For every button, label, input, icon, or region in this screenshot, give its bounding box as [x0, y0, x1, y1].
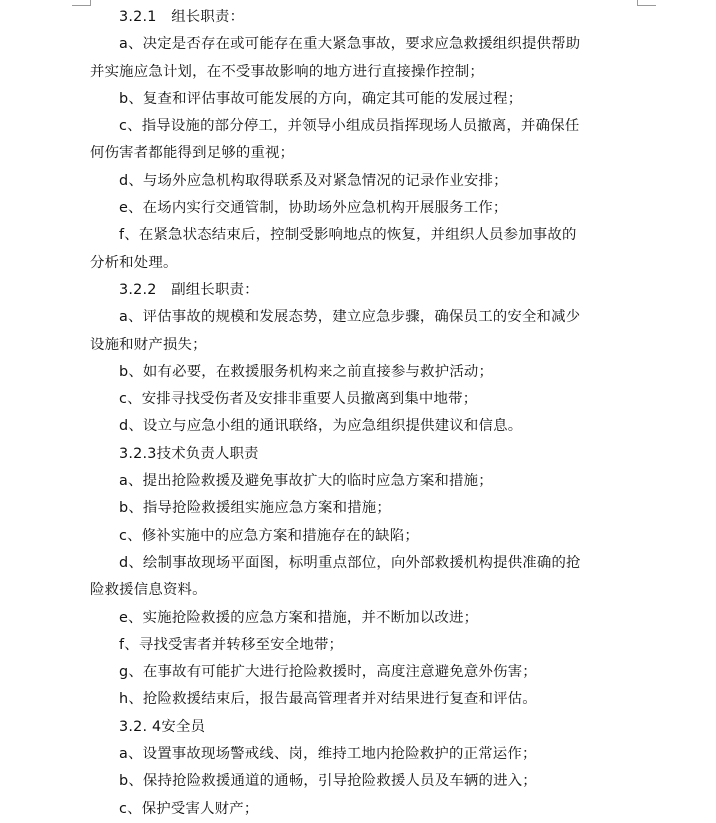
document-body: [90, 4, 636, 823]
document-line: 3.2.2 副组长职责：: [119, 281, 259, 298]
document-line: 并实施应急计划，在不受事故影响的地方进行直接操作控制；: [90, 63, 484, 80]
document-line: e、在场内实行交通管制，协助场外应急机构开展服务工作；: [119, 200, 508, 217]
document-line: d、与场外应急机构取得联系及对紧急情况的记录作业安排；: [119, 172, 508, 189]
document-line: b、复查和评估事故可能发展的方向，确定其可能的发展过程；: [119, 90, 523, 107]
document-line: a、设置事故现场警戒线、岗，维持工地内抢险救护的正常运作；: [119, 746, 537, 763]
document-line: a、评估事故的规模和发展态势，建立应急步骤，确保员工的安全和减少: [119, 309, 581, 326]
document-line: 险救援信息资料。: [90, 582, 207, 599]
document-line: d、绘制事故现场平面图，标明重点部位，向外部救援机构提供准确的抢: [119, 554, 581, 571]
document-line: b、保持抢险救援通道的通畅，引导抢险救援人员及车辆的进入；: [119, 773, 537, 790]
document-line: b、如有必要，在救援服务机构来之前直接参与救护活动；: [119, 363, 494, 380]
document-line: g、在事故有可能扩大进行抢险救援时，高度注意避免意外伤害；: [119, 664, 537, 681]
document-line: 设施和财产损失；: [90, 336, 207, 353]
document-line: h、抢险救援结束后，报告最高管理者并对结果进行复查和评估。: [119, 691, 537, 708]
document-line: 分析和处理。: [90, 254, 178, 271]
document-line: f、寻找受害者并转移至安全地带；: [119, 636, 344, 653]
document-line: c、指导设施的部分停工，并领导小组成员指挥现场人员撤离，并确保任: [119, 118, 580, 135]
document-line: c、保护受害人财产；: [119, 800, 259, 817]
document-line: a、提出抢险救援及避免事故扩大的临时应急方案和措施；: [119, 473, 493, 490]
document-line: 何伤害者都能得到足够的重视；: [90, 145, 295, 162]
document-line: f、在紧急状态结束后，控制受影响地点的恢复，并组织人员参加事故的: [119, 227, 577, 244]
document-line: c、安排寻找受伤者及安排非重要人员撤离到集中地带；: [119, 391, 478, 408]
document-line: d、设立与应急小组的通讯联络，为应急组织提供建议和信息。: [119, 418, 523, 435]
document-line: 3.2.3技术负责人职责: [119, 445, 259, 462]
document-line: 3.2.1 组长职责：: [119, 9, 245, 25]
document-line: b、指导抢险救援组实施应急方案和措施；: [119, 500, 391, 517]
margin-corner-mark-right: [637, 0, 656, 6]
document-line: c、修补实施中的应急方案和措施存在的缺陷；: [119, 527, 419, 544]
document-line: 3.2. 4安全员: [119, 718, 206, 735]
margin-corner-mark-left: [72, 0, 91, 6]
document-line: e、实施抢险救援的应急方案和措施，并不断加以改进；: [119, 609, 479, 626]
document-line: a、决定是否存在或可能存在重大紧急事故，要求应急救援组织提供帮助: [119, 36, 581, 53]
